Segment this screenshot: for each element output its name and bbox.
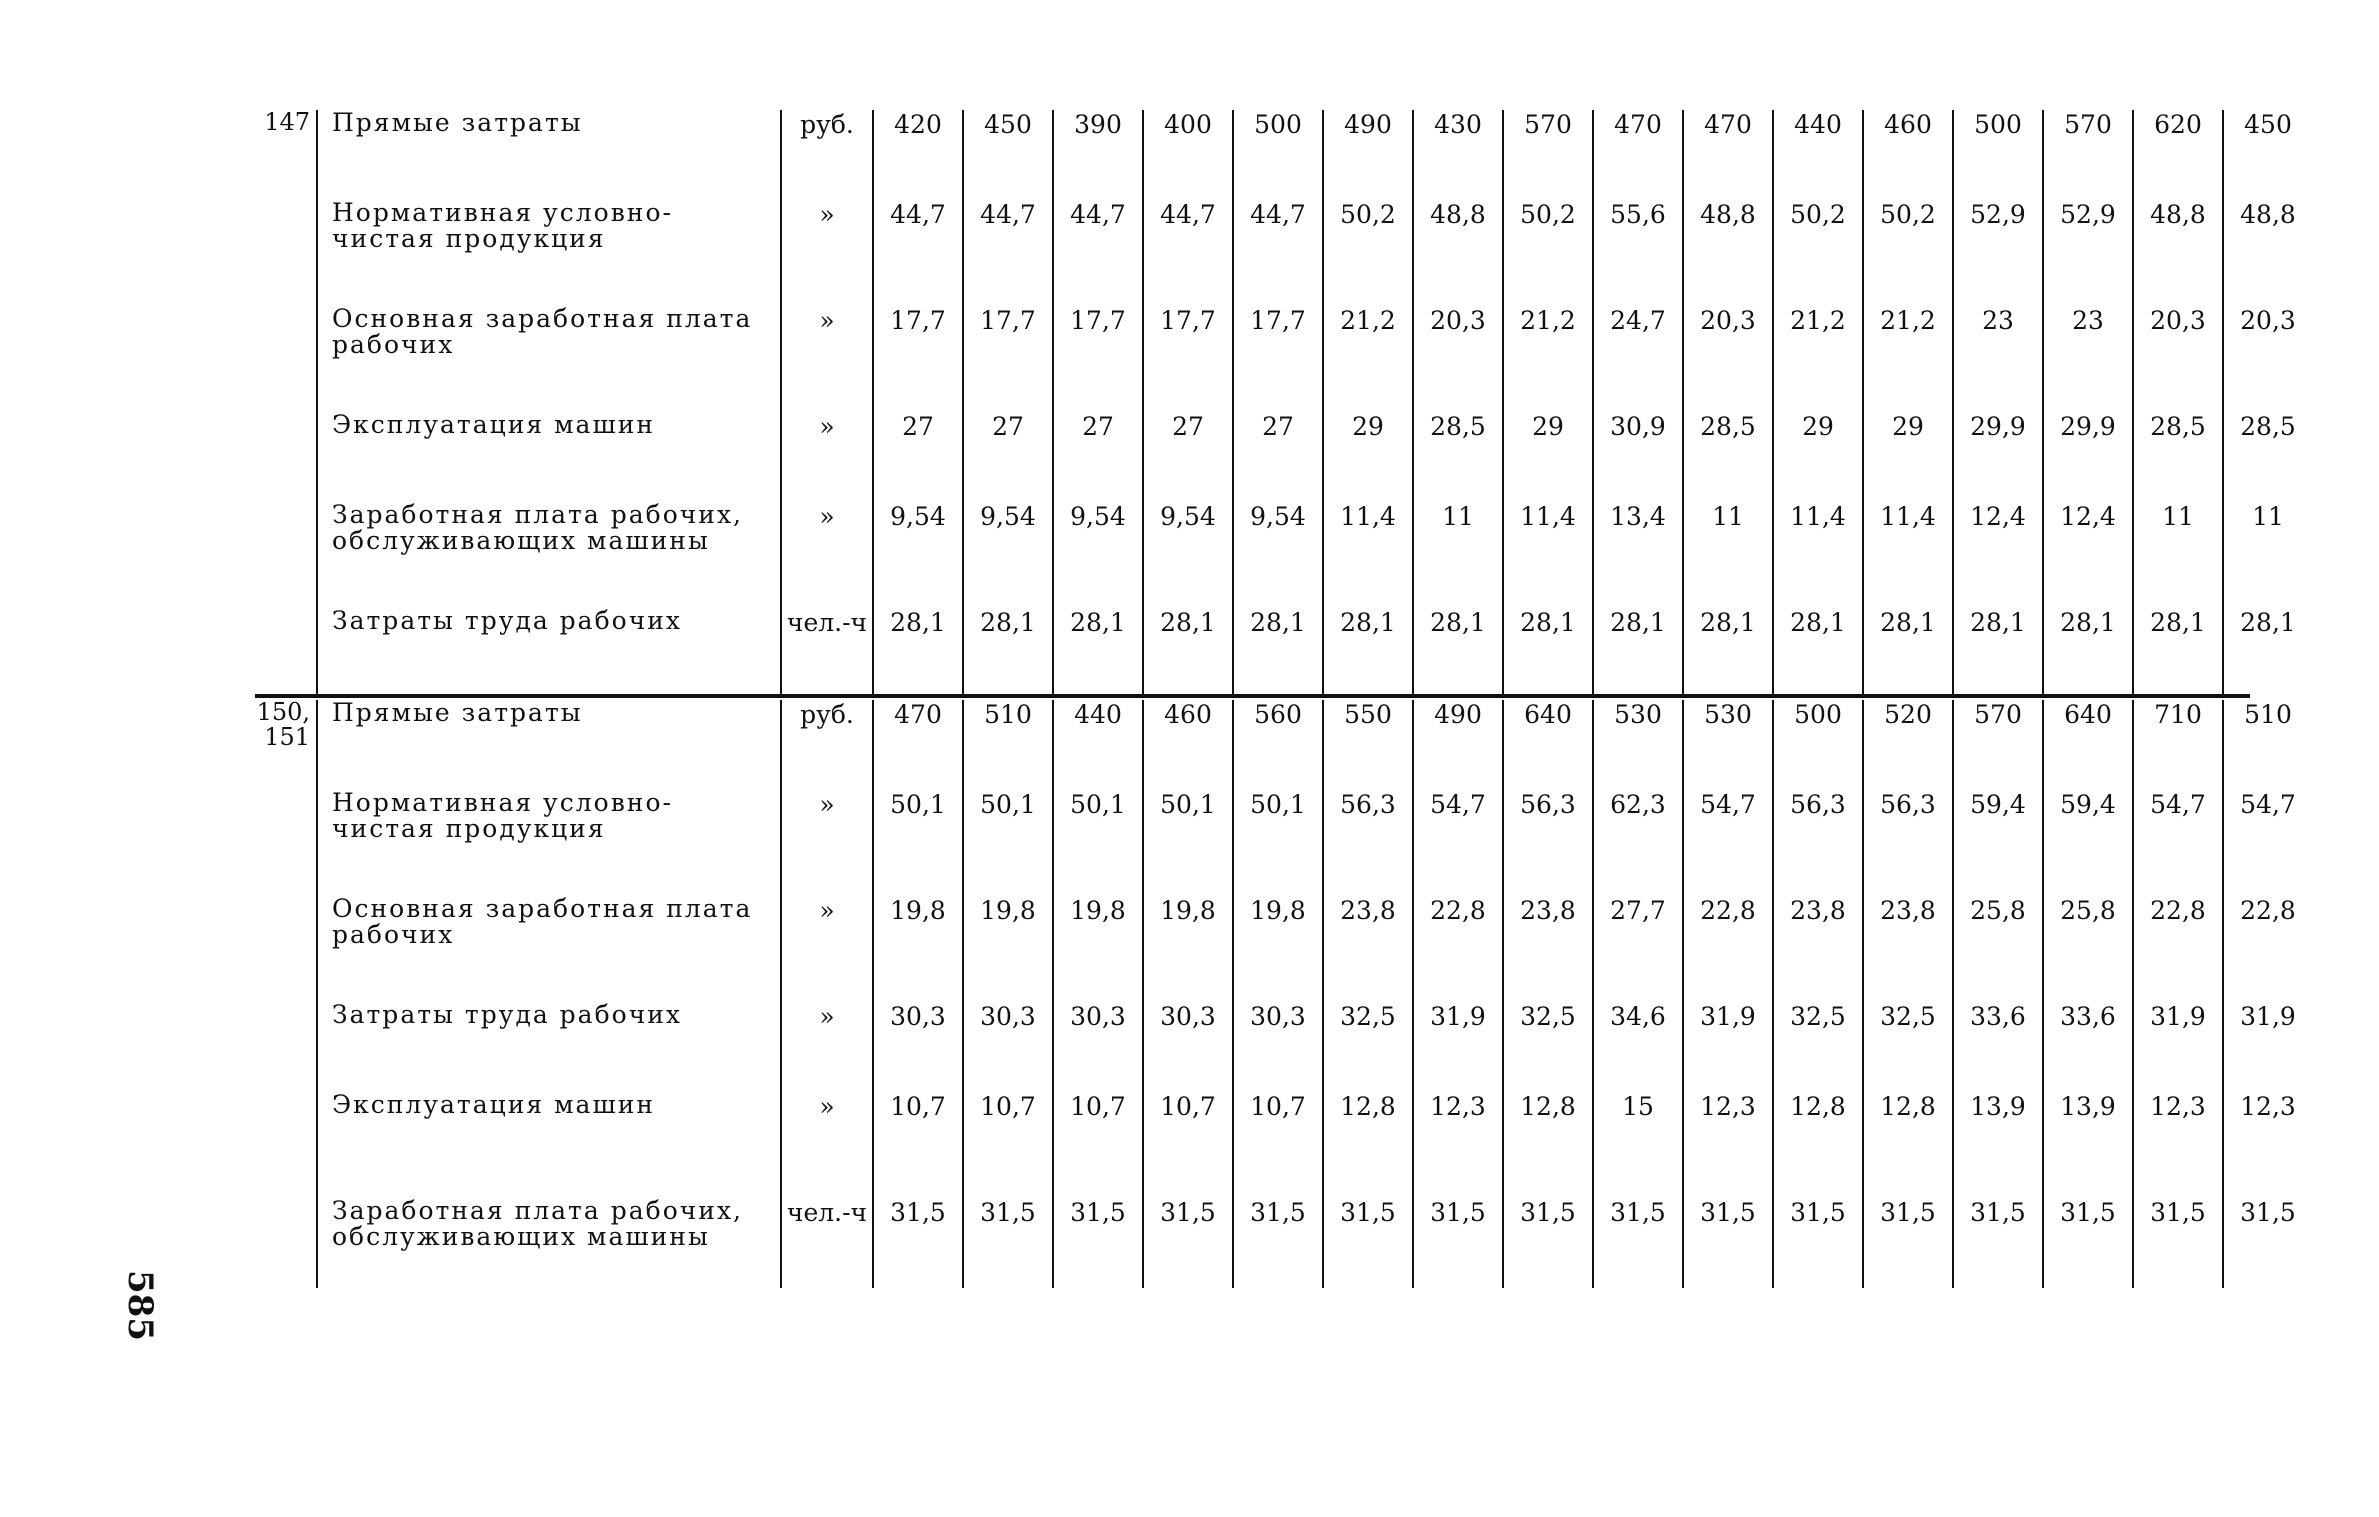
value-cell: 50,1 xyxy=(1143,790,1233,896)
value-cell: 19,8 xyxy=(963,896,1053,1002)
row-unit: руб. xyxy=(781,700,873,790)
row-unit: чел.-ч xyxy=(781,1198,873,1288)
value-cell: 56,3 xyxy=(1863,790,1953,896)
cost-table-block-150-151 xyxy=(250,698,2296,1288)
value-cell: 12,8 xyxy=(1863,1092,1953,1198)
value-cell: 20,3 xyxy=(1413,306,1503,412)
value-cell: 48,8 xyxy=(1413,200,1503,306)
value-cell: 48,8 xyxy=(1683,200,1773,306)
row-unit: » xyxy=(781,896,873,1002)
row-unit: » xyxy=(781,200,873,306)
value-cell: 59,4 xyxy=(1953,790,2043,896)
value-cell: 570 xyxy=(1953,700,2043,790)
value-cell: 29,9 xyxy=(2043,412,2133,502)
value-cell: 21,2 xyxy=(1323,306,1413,412)
value-cell: 550 xyxy=(1323,700,1413,790)
value-cell: 400 xyxy=(1143,110,1233,200)
value-cell: 500 xyxy=(1233,110,1323,200)
value-cell: 28,1 xyxy=(1233,608,1323,698)
value-cell: 29 xyxy=(1323,412,1413,502)
table-row xyxy=(250,502,2312,608)
row-name: Эксплуатация машин xyxy=(317,1092,781,1198)
value-cell: 420 xyxy=(873,110,963,200)
row-unit: чел.-ч xyxy=(781,608,873,698)
value-cell: 31,5 xyxy=(873,1198,963,1288)
row-name: Заработная плата рабочих, обслуживающих машины xyxy=(317,1198,781,1288)
value-cell: 33,6 xyxy=(2043,1002,2133,1092)
value-cell: 32,5 xyxy=(1863,1002,1953,1092)
value-cell: 12,4 xyxy=(1953,502,2043,608)
value-cell: 31,5 xyxy=(1593,1198,1683,1288)
value-cell: 29 xyxy=(1503,412,1593,502)
table-row xyxy=(250,412,2312,502)
value-cell: 30,9 xyxy=(1593,412,1683,502)
value-cell: 27 xyxy=(873,412,963,502)
value-cell: 460 xyxy=(1863,110,1953,200)
value-cell: 30,3 xyxy=(873,1002,963,1092)
value-cell: 54,7 xyxy=(2133,790,2223,896)
row-name: Эксплуатация машин xyxy=(317,412,781,502)
value-cell: 450 xyxy=(963,110,1053,200)
value-cell: 23 xyxy=(2043,306,2133,412)
value-cell: 11,4 xyxy=(1503,502,1593,608)
value-cell: 44,7 xyxy=(1143,200,1233,306)
value-cell: 30,3 xyxy=(1143,1002,1233,1092)
value-cell: 9,54 xyxy=(1143,502,1233,608)
table-row xyxy=(250,306,2312,412)
value-cell: 10,7 xyxy=(963,1092,1053,1198)
value-cell: 28,1 xyxy=(1593,608,1683,698)
cost-table-body xyxy=(250,700,2312,1288)
value-cell: 470 xyxy=(1683,110,1773,200)
table-row xyxy=(250,1092,2312,1198)
value-cell: 31,9 xyxy=(1413,1002,1503,1092)
value-cell: 10,7 xyxy=(1143,1092,1233,1198)
value-cell: 31,5 xyxy=(1503,1198,1593,1288)
value-cell: 9,54 xyxy=(1233,502,1323,608)
row-unit: » xyxy=(781,412,873,502)
value-cell: 44,7 xyxy=(963,200,1053,306)
item-code: 147 xyxy=(264,108,310,136)
value-cell: 20,3 xyxy=(1683,306,1773,412)
value-cell: 20,3 xyxy=(2133,306,2223,412)
value-cell: 31,5 xyxy=(1053,1198,1143,1288)
value-cell: 22,8 xyxy=(2223,896,2312,1002)
item-code: 150, 151 xyxy=(256,698,310,752)
row-unit: » xyxy=(781,306,873,412)
value-cell: 10,7 xyxy=(873,1092,963,1198)
value-cell: 20,3 xyxy=(2223,306,2312,412)
table-row xyxy=(250,608,2312,698)
row-name: Нормативная условно-чистая продукция xyxy=(317,790,781,896)
value-cell: 50,2 xyxy=(1773,200,1863,306)
row-name: Затраты труда рабочих xyxy=(317,608,781,698)
value-cell: 28,1 xyxy=(1683,608,1773,698)
value-cell: 56,3 xyxy=(1323,790,1413,896)
value-cell: 28,5 xyxy=(1683,412,1773,502)
value-cell: 29 xyxy=(1773,412,1863,502)
row-unit: » xyxy=(781,1092,873,1198)
value-cell: 13,4 xyxy=(1593,502,1683,608)
value-cell: 23,8 xyxy=(1503,896,1593,1002)
value-cell: 12,3 xyxy=(1683,1092,1773,1198)
table-row xyxy=(250,200,2312,306)
value-cell: 520 xyxy=(1863,700,1953,790)
value-cell: 17,7 xyxy=(1233,306,1323,412)
value-cell: 12,8 xyxy=(1503,1092,1593,1198)
value-cell: 12,3 xyxy=(2223,1092,2312,1198)
value-cell: 28,5 xyxy=(2223,412,2312,502)
value-cell: 23,8 xyxy=(1863,896,1953,1002)
value-cell: 620 xyxy=(2133,110,2223,200)
value-cell: 54,7 xyxy=(1413,790,1503,896)
table-row xyxy=(250,700,2312,790)
value-cell: 490 xyxy=(1323,110,1413,200)
value-cell: 21,2 xyxy=(1773,306,1863,412)
value-cell: 510 xyxy=(2223,700,2312,790)
row-name: Прямые затраты xyxy=(317,700,781,790)
value-cell: 460 xyxy=(1143,700,1233,790)
value-cell: 22,8 xyxy=(1413,896,1503,1002)
value-cell: 570 xyxy=(1503,110,1593,200)
value-cell: 31,9 xyxy=(2223,1002,2312,1092)
value-cell: 530 xyxy=(1683,700,1773,790)
value-cell: 27,7 xyxy=(1593,896,1683,1002)
value-cell: 29,9 xyxy=(1953,412,2043,502)
value-cell: 31,5 xyxy=(963,1198,1053,1288)
value-cell: 48,8 xyxy=(2223,200,2312,306)
value-cell: 50,1 xyxy=(873,790,963,896)
row-name: Затраты труда рабочих xyxy=(317,1002,781,1092)
value-cell: 25,8 xyxy=(2043,896,2133,1002)
cost-table-block-147 xyxy=(250,108,2296,698)
value-cell: 440 xyxy=(1053,700,1143,790)
value-cell: 27 xyxy=(1053,412,1143,502)
row-unit: руб. xyxy=(781,110,873,200)
value-cell: 28,1 xyxy=(1413,608,1503,698)
value-cell: 11 xyxy=(1413,502,1503,608)
value-cell: 31,5 xyxy=(1233,1198,1323,1288)
value-cell: 28,1 xyxy=(1503,608,1593,698)
value-cell: 32,5 xyxy=(1773,1002,1863,1092)
value-cell: 17,7 xyxy=(873,306,963,412)
value-cell: 440 xyxy=(1773,110,1863,200)
value-cell: 30,3 xyxy=(1233,1002,1323,1092)
value-cell: 11,4 xyxy=(1323,502,1413,608)
value-cell: 59,4 xyxy=(2043,790,2133,896)
value-cell: 28,1 xyxy=(873,608,963,698)
value-cell: 19,8 xyxy=(1053,896,1143,1002)
table-row xyxy=(250,790,2312,896)
value-cell: 23 xyxy=(1953,306,2043,412)
value-cell: 56,3 xyxy=(1773,790,1863,896)
value-cell: 530 xyxy=(1593,700,1683,790)
value-cell: 31,9 xyxy=(1683,1002,1773,1092)
value-cell: 10,7 xyxy=(1053,1092,1143,1198)
cost-table xyxy=(250,110,2312,698)
value-cell: 52,9 xyxy=(1953,200,2043,306)
value-cell: 32,5 xyxy=(1503,1002,1593,1092)
value-cell: 13,9 xyxy=(1953,1092,2043,1198)
value-cell: 19,8 xyxy=(873,896,963,1002)
row-unit: » xyxy=(781,790,873,896)
row-unit: » xyxy=(781,502,873,608)
cost-table xyxy=(250,700,2312,1288)
value-cell: 24,7 xyxy=(1593,306,1683,412)
value-cell: 450 xyxy=(2223,110,2312,200)
item-code xyxy=(250,1002,317,1092)
value-cell: 50,1 xyxy=(1053,790,1143,896)
value-cell: 11 xyxy=(1683,502,1773,608)
value-cell: 640 xyxy=(2043,700,2133,790)
value-cell: 28,1 xyxy=(1773,608,1863,698)
value-cell: 56,3 xyxy=(1503,790,1593,896)
value-cell: 50,2 xyxy=(1503,200,1593,306)
value-cell: 28,1 xyxy=(2043,608,2133,698)
value-cell: 29 xyxy=(1863,412,1953,502)
value-cell: 54,7 xyxy=(1683,790,1773,896)
value-cell: 28,1 xyxy=(2133,608,2223,698)
value-cell: 21,2 xyxy=(1503,306,1593,412)
value-cell: 52,9 xyxy=(2043,200,2133,306)
value-cell: 31,5 xyxy=(1863,1198,1953,1288)
value-cell: 17,7 xyxy=(963,306,1053,412)
value-cell: 490 xyxy=(1413,700,1503,790)
value-cell: 31,5 xyxy=(1323,1198,1413,1288)
table-row xyxy=(250,896,2312,1002)
item-code xyxy=(250,502,317,608)
value-cell: 31,5 xyxy=(1773,1198,1863,1288)
value-cell: 17,7 xyxy=(1143,306,1233,412)
value-cell: 34,6 xyxy=(1593,1002,1683,1092)
value-cell: 50,1 xyxy=(1233,790,1323,896)
row-name: Заработная плата рабочих, обслуживающих машины xyxy=(317,502,781,608)
value-cell: 19,8 xyxy=(1143,896,1233,1002)
value-cell: 11 xyxy=(2133,502,2223,608)
value-cell: 62,3 xyxy=(1593,790,1683,896)
value-cell: 31,5 xyxy=(2133,1198,2223,1288)
value-cell: 31,5 xyxy=(2223,1198,2312,1288)
value-cell: 23,8 xyxy=(1773,896,1863,1002)
value-cell: 28,1 xyxy=(1053,608,1143,698)
value-cell: 500 xyxy=(1773,700,1863,790)
value-cell: 31,5 xyxy=(1953,1198,2043,1288)
value-cell: 23,8 xyxy=(1323,896,1413,1002)
item-code xyxy=(250,306,317,412)
value-cell: 11,4 xyxy=(1773,502,1863,608)
value-cell: 12,3 xyxy=(1413,1092,1503,1198)
value-cell: 33,6 xyxy=(1953,1002,2043,1092)
value-cell: 30,3 xyxy=(1053,1002,1143,1092)
value-cell: 10,7 xyxy=(1233,1092,1323,1198)
value-cell: 12,3 xyxy=(2133,1092,2223,1198)
value-cell: 31,9 xyxy=(2133,1002,2223,1092)
value-cell: 44,7 xyxy=(873,200,963,306)
item-code xyxy=(250,412,317,502)
row-unit: » xyxy=(781,1002,873,1092)
value-cell: 28,1 xyxy=(2223,608,2312,698)
value-cell: 25,8 xyxy=(1953,896,2043,1002)
item-code xyxy=(250,790,317,896)
table-row xyxy=(250,1002,2312,1092)
value-cell: 48,8 xyxy=(2133,200,2223,306)
value-cell: 12,4 xyxy=(2043,502,2133,608)
value-cell: 9,54 xyxy=(873,502,963,608)
value-cell: 710 xyxy=(2133,700,2223,790)
value-cell: 50,1 xyxy=(963,790,1053,896)
value-cell: 28,1 xyxy=(963,608,1053,698)
cost-table-body xyxy=(250,110,2312,698)
value-cell: 9,54 xyxy=(963,502,1053,608)
item-code xyxy=(250,1092,317,1198)
row-name: Основная заработная плата рабочих xyxy=(317,306,781,412)
value-cell: 17,7 xyxy=(1053,306,1143,412)
value-cell: 22,8 xyxy=(1683,896,1773,1002)
value-cell: 28,1 xyxy=(1143,608,1233,698)
value-cell: 640 xyxy=(1503,700,1593,790)
page-number: 585 xyxy=(120,1270,160,1341)
value-cell: 28,5 xyxy=(1413,412,1503,502)
value-cell: 28,5 xyxy=(2133,412,2223,502)
item-code xyxy=(250,896,317,1002)
value-cell: 50,2 xyxy=(1323,200,1413,306)
value-cell: 22,8 xyxy=(2133,896,2223,1002)
row-name: Прямые затраты xyxy=(317,110,781,200)
row-name: Основная заработная плата рабочих xyxy=(317,896,781,1002)
value-cell: 500 xyxy=(1953,110,2043,200)
value-cell: 13,9 xyxy=(2043,1092,2133,1198)
value-cell: 470 xyxy=(873,700,963,790)
value-cell: 28,1 xyxy=(1323,608,1413,698)
item-code xyxy=(250,1198,317,1288)
value-cell: 510 xyxy=(963,700,1053,790)
value-cell: 54,7 xyxy=(2223,790,2312,896)
value-cell: 27 xyxy=(1143,412,1233,502)
value-cell: 31,5 xyxy=(1143,1198,1233,1288)
value-cell: 470 xyxy=(1593,110,1683,200)
value-cell: 12,8 xyxy=(1323,1092,1413,1198)
value-cell: 19,8 xyxy=(1233,896,1323,1002)
value-cell: 44,7 xyxy=(1053,200,1143,306)
value-cell: 27 xyxy=(963,412,1053,502)
table-row xyxy=(250,110,2312,200)
item-code xyxy=(250,608,317,698)
value-cell: 27 xyxy=(1233,412,1323,502)
value-cell: 44,7 xyxy=(1233,200,1323,306)
value-cell: 55,6 xyxy=(1593,200,1683,306)
value-cell: 31,5 xyxy=(2043,1198,2133,1288)
value-cell: 11,4 xyxy=(1863,502,1953,608)
value-cell: 31,5 xyxy=(1683,1198,1773,1288)
value-cell: 50,2 xyxy=(1863,200,1953,306)
value-cell: 32,5 xyxy=(1323,1002,1413,1092)
value-cell: 12,8 xyxy=(1773,1092,1863,1198)
value-cell: 30,3 xyxy=(963,1002,1053,1092)
table-row xyxy=(250,1198,2312,1288)
value-cell: 560 xyxy=(1233,700,1323,790)
value-cell: 9,54 xyxy=(1053,502,1143,608)
value-cell: 28,1 xyxy=(1863,608,1953,698)
value-cell: 15 xyxy=(1593,1092,1683,1198)
value-cell: 11 xyxy=(2223,502,2312,608)
value-cell: 570 xyxy=(2043,110,2133,200)
value-cell: 430 xyxy=(1413,110,1503,200)
value-cell: 28,1 xyxy=(1953,608,2043,698)
value-cell: 31,5 xyxy=(1413,1198,1503,1288)
value-cell: 21,2 xyxy=(1863,306,1953,412)
item-code xyxy=(250,200,317,306)
value-cell: 390 xyxy=(1053,110,1143,200)
row-name: Нормативная условно-чистая продукция xyxy=(317,200,781,306)
